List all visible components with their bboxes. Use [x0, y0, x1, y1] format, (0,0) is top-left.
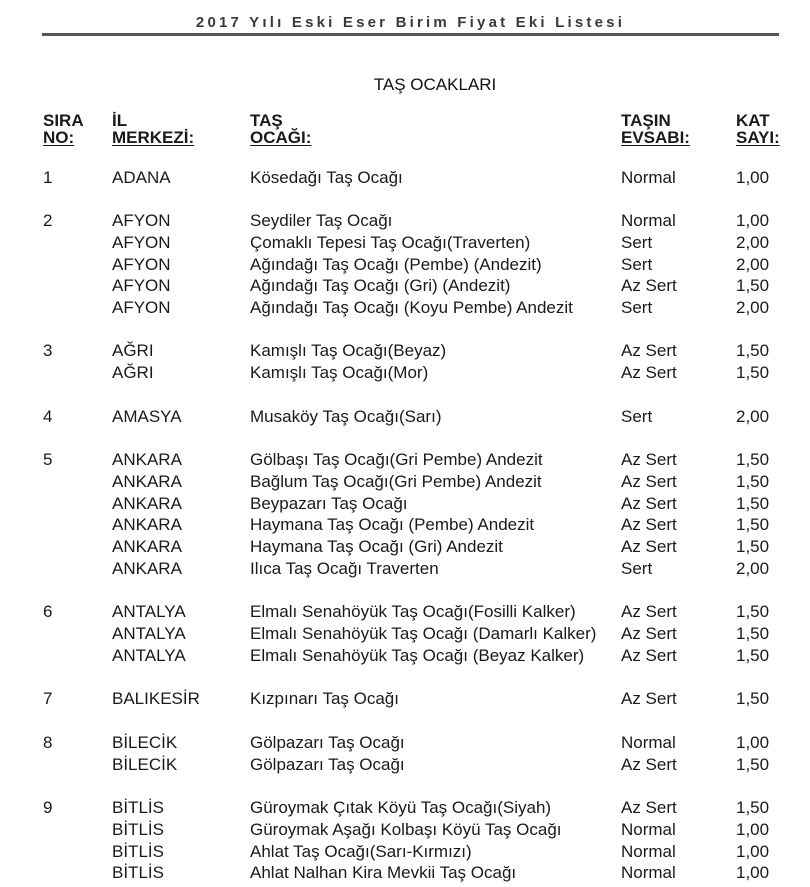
table-row — [0, 275, 810, 296]
column-header-il-line2: MERKEZİ: — [112, 128, 195, 147]
row-city: ANKARA — [112, 537, 182, 556]
table-row — [0, 841, 810, 862]
table-row — [0, 167, 810, 188]
row-stone-quality: Az Sert — [621, 363, 677, 382]
row-city: AFYON — [112, 276, 171, 295]
row-stone-quality: Sert — [621, 298, 653, 317]
table-row — [0, 645, 810, 666]
table-row — [0, 623, 810, 644]
row-quarry: Çomaklı Tepesi Taş Ocağı(Traverten) — [250, 233, 531, 252]
table-row — [0, 558, 810, 579]
table-row — [0, 297, 810, 318]
row-quarry: Ahlat Nalhan Kira Mevkii Taş Ocağı — [250, 863, 517, 882]
row-number: 2 — [43, 211, 53, 230]
row-quarry: Gölpazarı Taş Ocağı — [250, 733, 405, 752]
row-quarry: Kamışlı Taş Ocağı(Mor) — [250, 363, 429, 382]
row-city: AĞRI — [112, 363, 154, 382]
table-row — [0, 819, 810, 840]
row-quarry: Ağındağı Taş Ocağı (Gri) (Andezit) — [250, 276, 511, 295]
row-coefficient: 2,00 — [736, 255, 770, 274]
table-row — [0, 514, 810, 535]
column-header-kat-line2: SAYI: — [736, 128, 780, 147]
row-stone-quality: Az Sert — [621, 798, 677, 817]
row-stone-quality: Normal — [621, 211, 676, 230]
row-stone-quality: Az Sert — [621, 624, 677, 643]
column-header-evsaf-line2: EVSABI: — [621, 128, 690, 147]
row-city: ANKARA — [112, 559, 182, 578]
row-number: 3 — [43, 341, 53, 360]
column-header-kat — [736, 112, 780, 146]
table-row — [0, 362, 810, 383]
row-stone-quality: Az Sert — [621, 537, 677, 556]
row-stone-quality: Az Sert — [621, 515, 677, 534]
table-row — [0, 232, 810, 253]
row-city: AĞRI — [112, 341, 154, 360]
row-coefficient: 1,00 — [736, 863, 770, 882]
table-row — [0, 601, 810, 622]
row-stone-quality: Normal — [621, 820, 676, 839]
row-coefficient: 1,50 — [736, 515, 770, 534]
row-quarry: Ağındağı Taş Ocağı (Pembe) (Andezit) — [250, 255, 542, 274]
row-city: BİLECİK — [112, 755, 178, 774]
section-title: TAŞ OCAKLARI — [373, 75, 497, 94]
row-number: 1 — [43, 168, 53, 187]
column-header-kat-line1: KAT — [736, 111, 770, 130]
row-quarry: Kamışlı Taş Ocağı(Beyaz) — [250, 341, 447, 360]
column-header-il-line1: İL — [112, 111, 128, 130]
row-number: 4 — [43, 407, 53, 426]
row-coefficient: 2,00 — [736, 559, 770, 578]
row-city: AFYON — [112, 255, 171, 274]
row-coefficient: 1,00 — [736, 842, 770, 861]
table-row — [0, 449, 810, 470]
row-quarry: Haymana Taş Ocağı (Gri) Andezit — [250, 537, 503, 556]
row-quarry: Elmalı Senahöyük Taş Ocağı (Beyaz Kalker) — [250, 646, 585, 665]
row-quarry: Haymana Taş Ocağı (Pembe) Andezit — [250, 515, 535, 534]
row-quarry: Musaköy Taş Ocağı(Sarı) — [250, 407, 442, 426]
row-quarry: Gölbaşı Taş Ocağı(Gri Pembe) Andezit — [250, 450, 543, 469]
row-quarry: Elmalı Senahöyük Taş Ocağı(Fosilli Kalker) — [250, 602, 576, 621]
row-stone-quality: Az Sert — [621, 494, 677, 513]
column-header-sira-line1: SIRA — [43, 111, 84, 130]
row-city: BİLECİK — [112, 733, 178, 752]
row-quarry: Beypazarı Taş Ocağı — [250, 494, 408, 513]
row-coefficient: 1,50 — [736, 646, 770, 665]
table-row — [0, 862, 810, 883]
row-city: ANKARA — [112, 494, 182, 513]
row-coefficient: 1,00 — [736, 168, 770, 187]
row-coefficient: 1,00 — [736, 820, 770, 839]
row-coefficient: 1,50 — [736, 276, 770, 295]
row-quarry: Kızpınarı Taş Ocağı — [250, 689, 399, 708]
row-quarry: Bağlum Taş Ocağı(Gri Pembe) Andezit — [250, 472, 542, 491]
document-header: 2017 Yılı Eski Eser Birim Fiyat Eki Listesi — [195, 14, 626, 31]
table-row — [0, 406, 810, 427]
row-coefficient: 1,50 — [736, 450, 770, 469]
row-stone-quality: Sert — [621, 407, 653, 426]
row-coefficient: 1,50 — [736, 624, 770, 643]
column-header-ocak-line2: OCAĞI: — [250, 128, 312, 147]
table-row — [0, 732, 810, 753]
row-number: 8 — [43, 733, 53, 752]
row-number: 5 — [43, 450, 53, 469]
row-city: ANKARA — [112, 472, 182, 491]
row-city: BİTLİS — [112, 820, 164, 839]
row-city: AMASYA — [112, 407, 182, 426]
row-coefficient: 1,50 — [736, 472, 770, 491]
column-header-evsaf — [621, 112, 690, 146]
row-coefficient: 1,50 — [736, 494, 770, 513]
row-city: ANTALYA — [112, 602, 186, 621]
row-stone-quality: Normal — [621, 168, 676, 187]
row-quarry: Ahlat Taş Ocağı(Sarı-Kırmızı) — [250, 842, 472, 861]
row-city: BİTLİS — [112, 863, 164, 882]
row-quarry: Kösedağı Taş Ocağı — [250, 168, 403, 187]
column-header-sira-line2: NO: — [43, 128, 75, 147]
table-row — [0, 536, 810, 557]
row-number: 6 — [43, 602, 53, 621]
row-coefficient: 2,00 — [736, 233, 770, 252]
column-header-ocak — [250, 112, 311, 146]
row-coefficient: 1,00 — [736, 733, 770, 752]
row-stone-quality: Normal — [621, 863, 676, 882]
column-header-ocak-line1: TAŞ — [250, 111, 283, 130]
table-row — [0, 471, 810, 492]
row-city: AFYON — [112, 233, 171, 252]
column-header-sira — [43, 112, 84, 146]
row-city: ANTALYA — [112, 646, 186, 665]
row-quarry: Ilıca Taş Ocağı Traverten — [250, 559, 439, 578]
row-quarry: Gölpazarı Taş Ocağı — [250, 755, 405, 774]
row-city: ANKARA — [112, 515, 182, 534]
table-row — [0, 754, 810, 775]
row-coefficient: 1,50 — [736, 755, 770, 774]
row-city: ANKARA — [112, 450, 182, 469]
row-coefficient: 2,00 — [736, 407, 770, 426]
row-number: 9 — [43, 798, 53, 817]
row-coefficient: 1,00 — [736, 211, 770, 230]
row-city: BİTLİS — [112, 798, 164, 817]
row-coefficient: 2,00 — [736, 298, 770, 317]
header-divider — [42, 33, 779, 36]
row-stone-quality: Az Sert — [621, 472, 677, 491]
row-city: AFYON — [112, 298, 171, 317]
row-stone-quality: Normal — [621, 842, 676, 861]
row-coefficient: 1,50 — [736, 363, 770, 382]
table-row — [0, 797, 810, 818]
row-stone-quality: Normal — [621, 733, 676, 752]
row-number: 7 — [43, 689, 53, 708]
row-coefficient: 1,50 — [736, 689, 770, 708]
row-coefficient: 1,50 — [736, 537, 770, 556]
row-quarry: Güroymak Çıtak Köyü Taş Ocağı(Siyah) — [250, 798, 552, 817]
row-city: BALIKESİR — [112, 689, 200, 708]
row-stone-quality: Sert — [621, 255, 653, 274]
row-city: BİTLİS — [112, 842, 164, 861]
table-row — [0, 340, 810, 361]
table-row — [0, 688, 810, 709]
row-quarry: Güroymak Aşağı Kolbaşı Köyü Taş Ocağı — [250, 820, 562, 839]
table-row — [0, 210, 810, 231]
row-stone-quality: Az Sert — [621, 341, 677, 360]
column-header-evsaf-line1: TAŞIN — [621, 111, 671, 130]
table-row — [0, 493, 810, 514]
row-stone-quality: Sert — [621, 559, 653, 578]
row-quarry: Seydiler Taş Ocağı — [250, 211, 393, 230]
column-header-il — [112, 112, 194, 146]
row-coefficient: 1,50 — [736, 602, 770, 621]
row-city: AFYON — [112, 211, 171, 230]
row-stone-quality: Az Sert — [621, 755, 677, 774]
row-stone-quality: Az Sert — [621, 602, 677, 621]
row-quarry: Ağındağı Taş Ocağı (Koyu Pembe) Andezit — [250, 298, 573, 317]
row-stone-quality: Az Sert — [621, 646, 677, 665]
row-stone-quality: Sert — [621, 233, 653, 252]
row-quarry: Elmalı Senahöyük Taş Ocağı (Damarlı Kalker) — [250, 624, 597, 643]
row-city: ADANA — [112, 168, 171, 187]
row-stone-quality: Az Sert — [621, 689, 677, 708]
row-coefficient: 1,50 — [736, 798, 770, 817]
table-row — [0, 254, 810, 275]
row-coefficient: 1,50 — [736, 341, 770, 360]
row-stone-quality: Az Sert — [621, 450, 677, 469]
row-city: ANTALYA — [112, 624, 186, 643]
row-stone-quality: Az Sert — [621, 276, 677, 295]
